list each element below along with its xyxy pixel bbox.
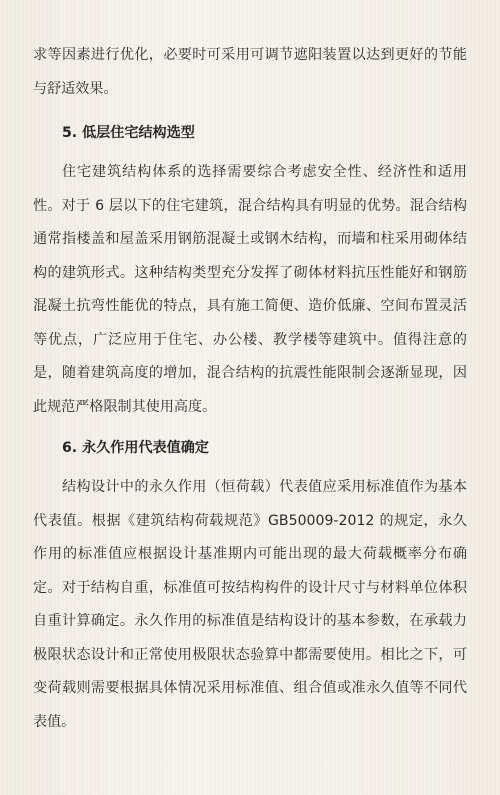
section-6-heading: 6. 永久作用代表值确定 xyxy=(62,440,209,456)
section-6-paragraph: 结构设计中的永久作用（恒荷载）代表值应采用标准值作为基本代表值。根据《建筑结构荷载规范》GB50009-2012 的规定，永久作用的标准值应根据设计基准期内可能出现的最大荷载概率分布确定。对于结构自重，标准值可按结构构件的设计尺寸与材料单位体积自重计算确定。永久作用的标准值是结构设计的基本参数，在承载力极限状态设计和正常使用极限状态验算中都需要使用。相比之下，可变荷载则需要根据具体情况采用标准值、组合值或准永久值等不同代表值。 xyxy=(33,479,467,730)
section-5-heading: 5. 低层住宅结构选型 xyxy=(62,125,195,141)
intro-paragraph: 求等因素进行优化，必要时可采用可调节遮阳装置以达到更好的节能与舒适效果。 xyxy=(33,47,467,97)
section-5-paragraph: 住宅建筑结构体系的选择需要综合考虑安全性、经济性和适用性。对于 6 层以下的住宅建筑，混合结构具有明显的优势。混合结构通常指楼盖和屋盖采用钢筋混凝土或钢木结构，而墙和柱采用砌体结构的建筑形式。这种结构类型充分发挥了砌体材料抗压性能好和钢筋混凝土抗弯性能优的特点，具有施工简便、造价低廉、空间布置灵活等优点，广泛应用于住宅、办公楼、教学楼等建筑中。值得注意的是，随着建筑高度的增加，混合结构的抗震性能限制会逐渐显现，因此规范严格限制其使用高度。 xyxy=(33,164,467,415)
